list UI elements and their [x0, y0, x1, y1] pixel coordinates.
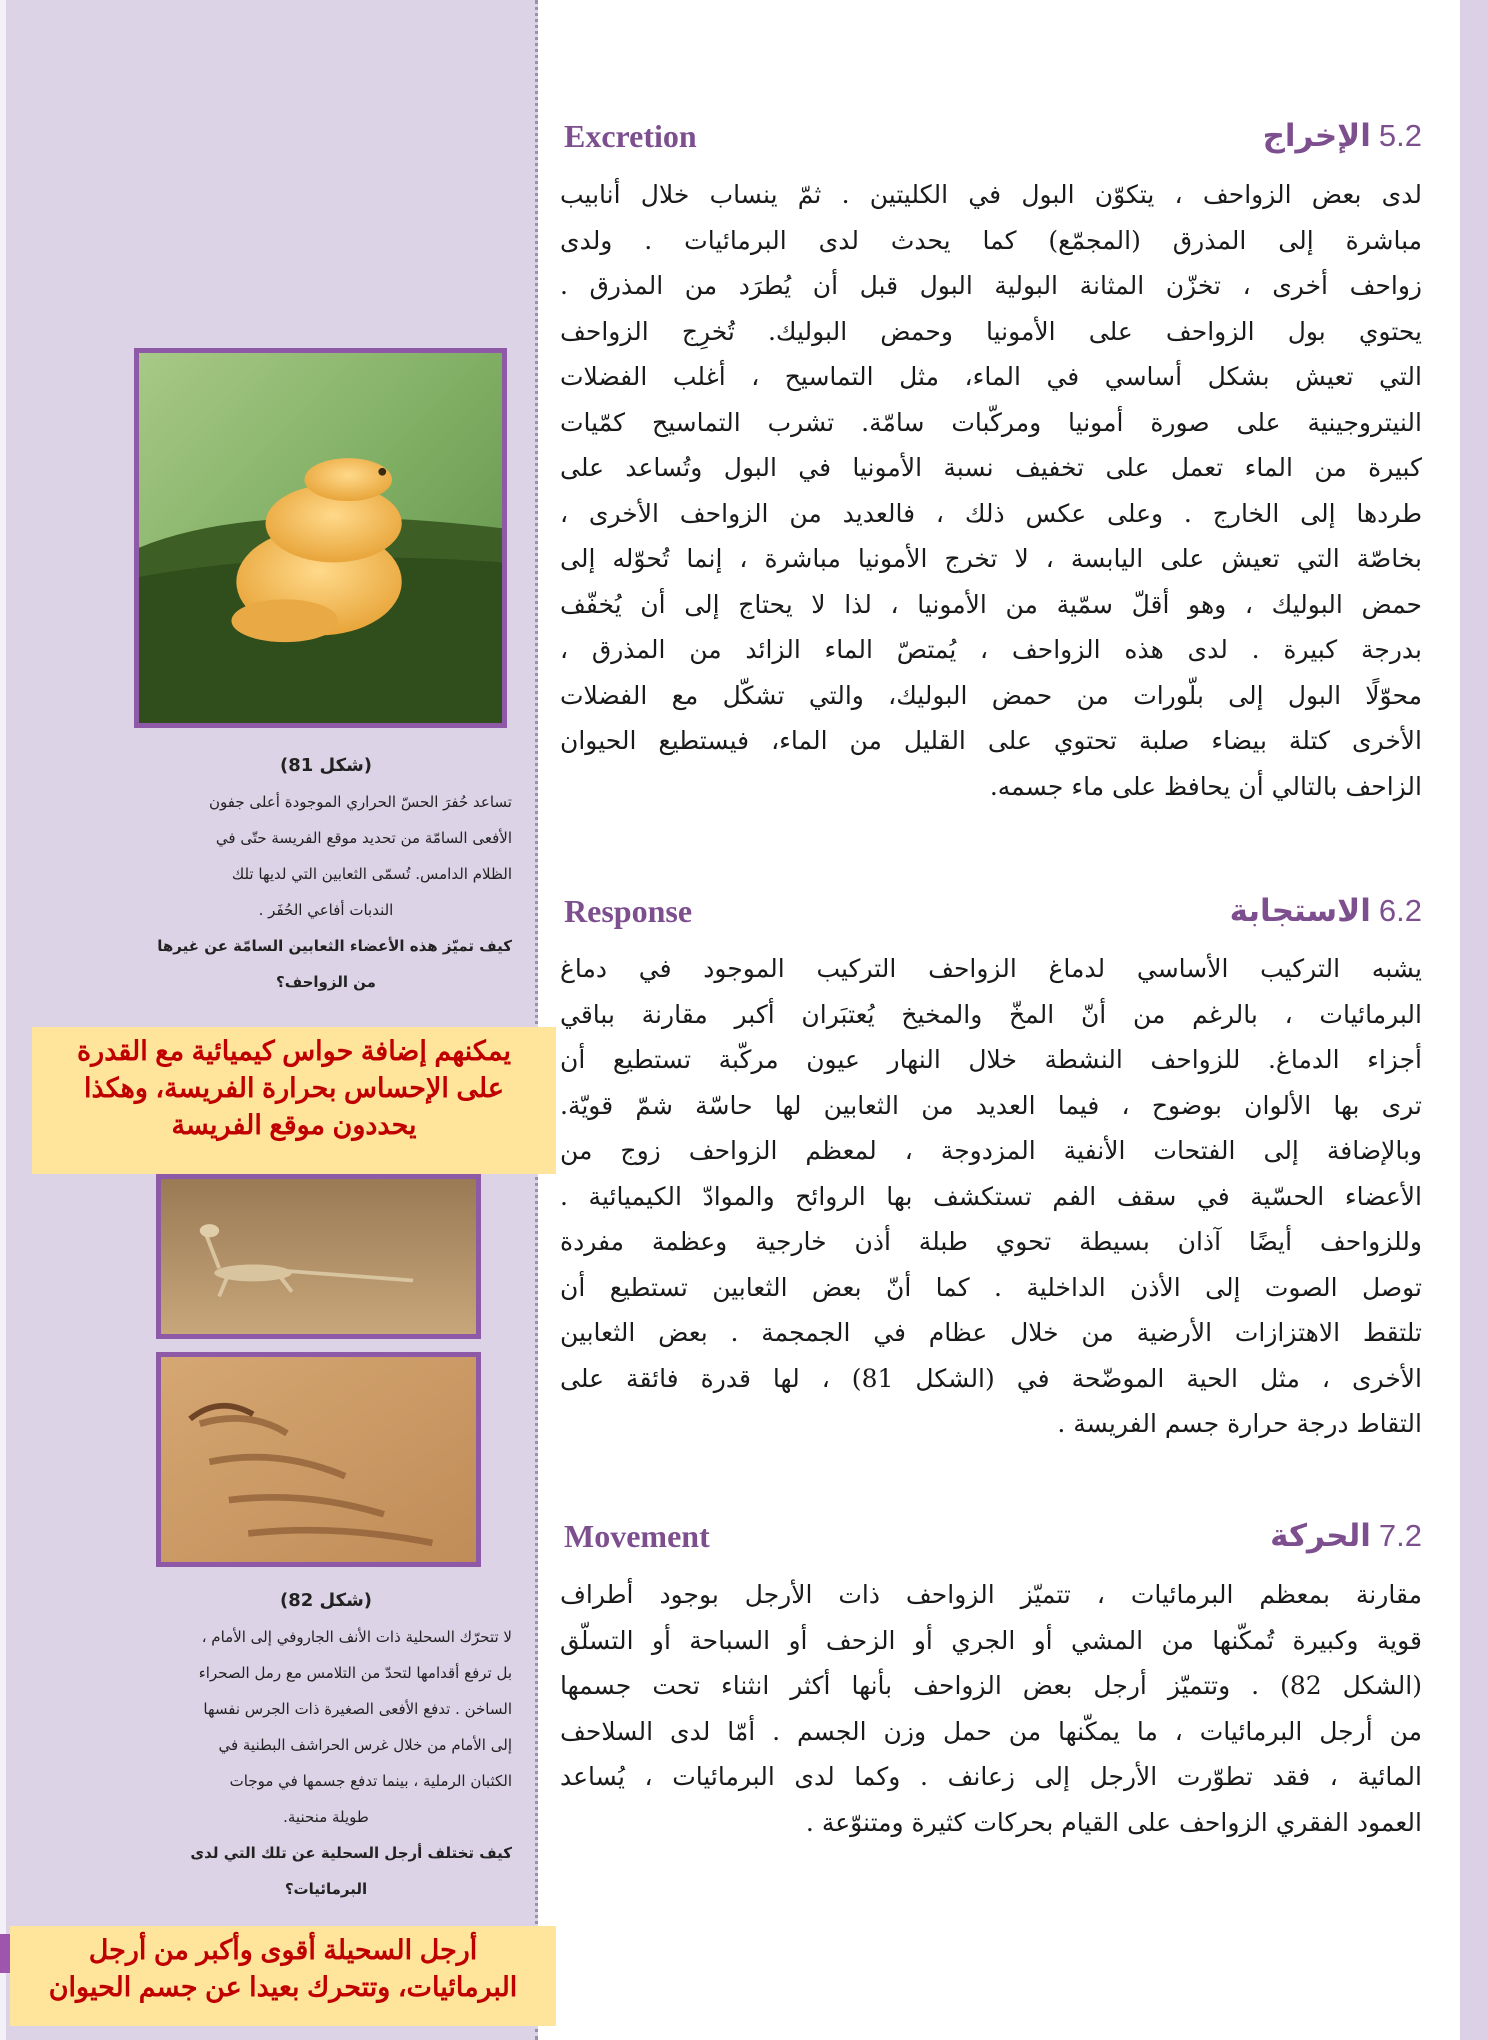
body-line: تلتقط الاهتزازات الأرضية من خلال عظام في الجمجمة . بعض الثعابين: [560, 1318, 1422, 1347]
section-heading-movement: [560, 1518, 1422, 1568]
body-line: الزاحف بالتالي أن يحافظ على ماء جسمه.: [989, 771, 1422, 801]
figure-81-question: كيف تميّز هذه الأعضاء الثعابين السامّة عن غيرها: [157, 937, 512, 955]
section-heading-response: [560, 893, 1422, 943]
body-line: وبالإضافة إلى الفتحات الأنفية المزدوجة ، لمعظم الزواحف زوج من: [560, 1136, 1422, 1165]
answer-line: يمكنهم إضافة حواس كيميائية مع القدرة: [77, 1036, 511, 1066]
body-line: الأخرى كتلة بيضاء صلبة تحتوي على القليل من الماء، فيستطيع الحيوان: [560, 726, 1422, 755]
caption-line: الساخن . تدفع الأفعى الصغيرة ذات الجرس نفسها: [203, 1700, 512, 1718]
body-line: بدرجة كبيرة . لدى هذه الزواحف ، يُمتصّ الماء الزائد من المذرق ،: [560, 635, 1422, 664]
figure-81-caption: [140, 748, 512, 1000]
answer-line: على الإحساس بحرارة الفريسة، وهكذا: [84, 1073, 504, 1103]
section-title-ar: [1230, 893, 1422, 929]
body-line: طردها إلى الخارج . وعلى عكس ذلك ، فالعديد من الزواحف الأخرى ،: [560, 498, 1422, 528]
caption-line: تساعد حُفرَ الحسّ الحراري الموجودة أعلى جفون: [208, 793, 512, 811]
body-line: قوية وكبيرة تُمكّنها من المشي أو الجري أو الزحف أو السباحة أو التسلّق: [560, 1625, 1422, 1655]
caption-line: الظلام الدامس. تُسمّى الثعابين التي لديها تلك: [231, 865, 512, 883]
figure-82-question: البرمائيات؟: [284, 1880, 368, 1898]
figure-81-snake-photo: [134, 348, 507, 728]
body-line: النيتروجينية على صورة أمونيا ومركّبات سامّة. تشرب التماسيح كمّيات: [560, 407, 1422, 437]
answer-line: أرجل السحيلة أقوى وأكبر من أرجل: [88, 1935, 478, 1965]
body-line: التي تعيش بشكل أساسي في الماء، مثل التماسيح ، أغلب الفضلات: [560, 362, 1422, 391]
section-title-ar: [1270, 1518, 1422, 1554]
section-title-ar-text: الإخراج: [1262, 118, 1371, 154]
body-line: أجزاء الدماغ. للزواحف النشطة خلال النهار عيون مركّبة تستطيع أن: [560, 1045, 1422, 1074]
section-number: 5.2: [1378, 118, 1422, 153]
body-line: كبيرة من الماء تعمل على تخفيف نسبة الأمونيا في البول وتُساعد على: [560, 453, 1422, 482]
body-line: لدى بعض الزواحف ، يتكوّن البول في الكليتين . ثمّ ينساب خلال أنابيب: [560, 180, 1422, 209]
section-title-ar-text: الحركة: [1270, 1518, 1371, 1554]
caption-line: بل ترفع أقدامها لتحدّ من التلامس مع رمل الصحراء: [198, 1664, 512, 1682]
section-title-en: Excretion: [564, 118, 697, 154]
body-line: محوّلًا البول إلى بلّورات من حمض البوليك، والتي تشكّل مع الفضلات: [560, 680, 1422, 710]
figure-82-question: كيف تختلف أرجل السحلية عن تلك التي لدى: [190, 1844, 512, 1862]
caption-line: إلى الأمام من خلال غرس الحراشف البطنية في: [218, 1736, 512, 1754]
body-line: يشبه التركيب الأساسي لدماغ الزواحف التركيب الموجود في دماغ: [560, 954, 1422, 983]
body-line: البرمائيات ، بالرغم من أنّ المخّ والمخيخ يُعتبَران أكبر مقارنة بباقي: [560, 999, 1422, 1029]
body-line: يحتوي بول الزواحف على الأمونيا وحمض البوليك. تُخرِج الزواحف: [560, 316, 1422, 346]
section-title-ar-text: الاستجابة: [1229, 893, 1371, 929]
body-line: التقاط درجة حرارة جسم الفريسة .: [1057, 1409, 1422, 1438]
caption-line: الأفعى السامّة من تحديد موقع الفريسة حتّى في: [215, 829, 512, 847]
caption-line: لا تتحرّك السحلية ذات الأنف الجاروفي إلى الأمام ،: [201, 1628, 512, 1646]
body-line: بخاصّة التي تعيش على اليابسة ، لا تخرج الأمونيا مباشرة ، إنما تُحوّله إلى: [560, 544, 1422, 573]
section-heading-excretion: [560, 118, 1422, 168]
body-line: من أرجل البرمائيات ، ما يمكّنها من حمل وزن الجسم . أمّا لدى السلاحف: [560, 1716, 1422, 1746]
section-number: 6.2: [1378, 893, 1422, 928]
figure-82-sidewinder-photo: [156, 1352, 481, 1567]
body-line: زواحف أخرى ، تخزّن المثانة البولية البول قبل أن يُطرَد من المذرق .: [560, 271, 1422, 300]
figure-82-caption: [140, 1583, 512, 1907]
caption-line: الندبات أفاعي الحُفَر .: [258, 901, 394, 919]
body-line: الأخرى ، مثل الحية الموضّحة في (الشكل 81) ، لها قدرة فائقة على: [560, 1363, 1422, 1393]
figure-82-lizard-photo: [156, 1174, 481, 1339]
answer-box-1: [32, 1027, 556, 1174]
body-line: ترى بها الألوان بوضوح ، فيما العديد من الثعابين لها حاسّة شمّ قويّة.: [560, 1090, 1422, 1120]
answer-line: البرمائيات، وتتحرك بعيدا عن جسم الحيوان: [48, 1972, 518, 2002]
figure-81-title: (شكل 81): [279, 755, 373, 776]
answer-box-2: [10, 1926, 556, 2026]
section-title-ar: [1263, 118, 1422, 154]
section-body-movement: [560, 1572, 1422, 1845]
figure-81-question: من الزواحف؟: [276, 973, 376, 991]
body-line: الأعضاء الحسّية في سقف الفم تستكشف بها الروائح والموادّ الكيميائية .: [560, 1181, 1422, 1211]
page-margin-strip: [1460, 0, 1488, 2040]
caption-line: طويلة منحنية.: [283, 1808, 369, 1826]
section-body-excretion: [560, 172, 1422, 809]
body-line: وللزواحف أيضًا آذان بسيطة تحوي طبلة أذن خارجية وعظمة مفردة: [560, 1227, 1422, 1256]
figure-82-title: (شكل 82): [279, 1590, 373, 1611]
section-title-en: Movement: [564, 1518, 710, 1554]
body-line: مقارنة بمعظم البرمائيات ، تتميّز الزواحف ذات الأرجل بوجود أطراف: [560, 1580, 1422, 1609]
body-line: حمض البوليك ، وهو أقلّ سمّية من الأمونيا ، لذا لا يحتاج إلى أن يُخفّف: [560, 589, 1422, 619]
body-line: مباشرة إلى المذرق (المجمّع) كما يحدث لدى البرمائيات . ولدى: [560, 225, 1422, 255]
answer-line: يحددون موقع الفريسة: [171, 1110, 417, 1140]
body-line: توصل الصوت إلى الأذن الداخلية . كما أنّ بعض الثعابين تستطيع أن: [560, 1272, 1422, 1302]
section-number: 7.2: [1378, 1518, 1422, 1553]
section-title-en: Response: [564, 893, 693, 929]
body-line: المائية ، فقد تطوّرت الأرجل إلى زعانف . وكما لدى البرمائيات ، يُساعد: [560, 1762, 1422, 1791]
body-line: (الشكل 82) . وتتميّز أرجل بعض الزواحف بأنها أكثر انثناء تحت جسمها: [560, 1671, 1422, 1700]
main-content: [560, 0, 1422, 2040]
section-body-response: [560, 946, 1422, 1447]
caption-line: الكثبان الرملية ، بينما تدفع جسمها في موجات: [229, 1772, 512, 1790]
body-line: العمود الفقري الزواحف على القيام بحركات كثيرة ومتنوّعة .: [805, 1807, 1422, 1837]
